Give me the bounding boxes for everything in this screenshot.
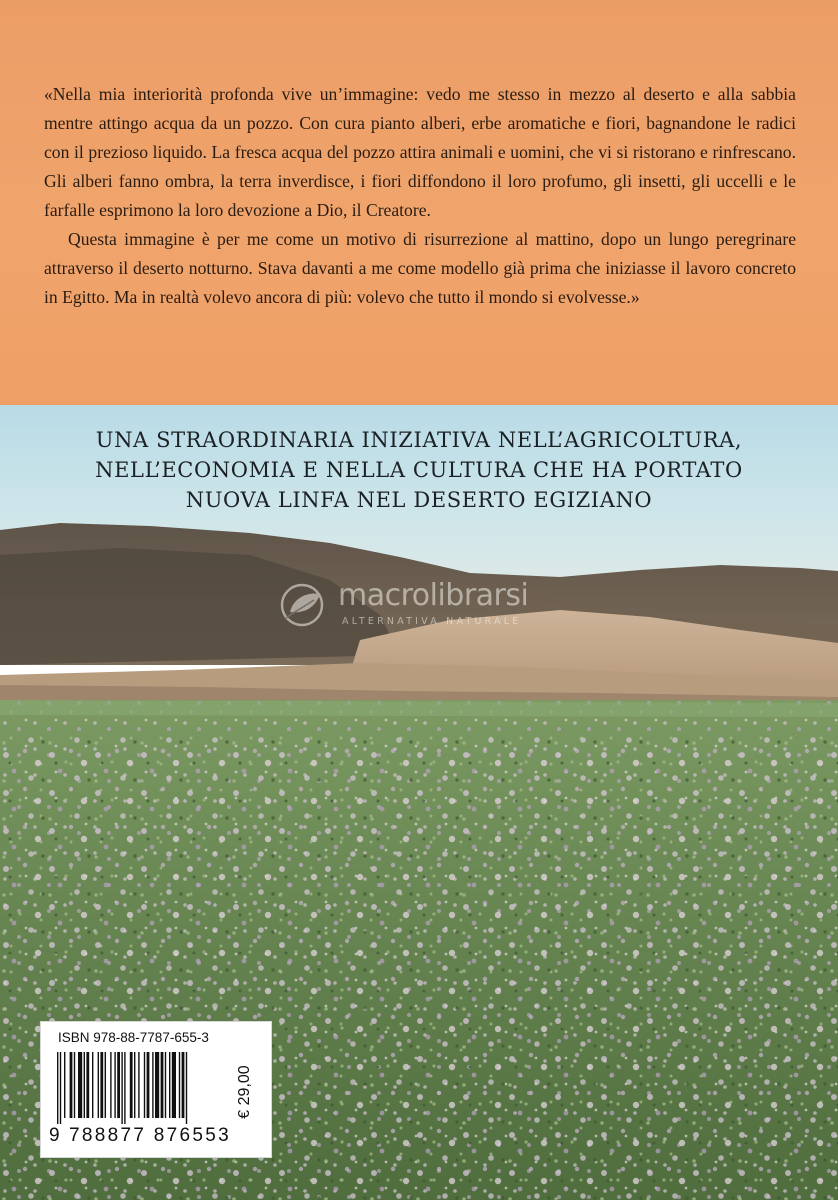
barcode-bar	[152, 1052, 153, 1118]
barcode-bar	[121, 1052, 122, 1124]
barcode-box	[40, 1021, 272, 1158]
barcode-bar	[92, 1052, 93, 1118]
barcode-bar	[100, 1052, 103, 1118]
quote-text	[44, 80, 796, 312]
quote-paragraph-1: «Nella mia interiorità profonda vive un’immagine: vedo me stesso in mezzo al deserto e alla sabbia mentre attingo acqua da un pozzo. Con cura pianto alberi, erbe aromatiche e fiori, bagnandone le radici con il prezioso liquido. La fresca acqua del pozzo attira animali e uomini, che vi si ristorano e rinfrescano. Gli alberi fanno ombra, la terra inverdisce, i fiori diffondono il loro profumo, gli insetti, gli uccelli e le farfalle esprimono la loro devozione a Dio, il Creatore.	[44, 84, 796, 220]
barcode-bar	[134, 1052, 135, 1118]
barcode-bar	[161, 1052, 164, 1118]
barcode-bar	[57, 1052, 58, 1124]
barcode-bar	[114, 1052, 115, 1118]
barcode-bar	[105, 1052, 106, 1118]
quote-paragraph-2: Questa immagine è per me come un motivo di risurrezione al mattino, dopo un lungo peregrinare attraverso il deserto notturno. Stava davanti a me come modello già prima che iniziasse il lavoro concreto in Egitto. Ma in realtà volevo ancora di più: volevo che tutto il mondo si evolvesse.»	[44, 229, 796, 307]
leaf-logo-icon	[272, 582, 332, 628]
barcode-bar	[182, 1052, 185, 1118]
barcode-bars	[55, 1052, 235, 1124]
headline	[0, 425, 838, 515]
barcode-bar	[117, 1052, 120, 1118]
barcode-bar	[78, 1052, 82, 1118]
barcode-bar	[186, 1052, 187, 1124]
barcode-bar	[86, 1052, 89, 1118]
headline-line-3: NUOVA LINFA NEL DESERTO EGIZIANO	[185, 488, 653, 512]
watermark-name: macrolibrarsi	[338, 578, 529, 613]
ean-number: 788877 876553	[69, 1125, 231, 1146]
barcode-bar	[124, 1052, 125, 1124]
barcode-bar	[70, 1052, 73, 1118]
barcode-bar	[130, 1052, 133, 1118]
barcode-bar	[169, 1052, 170, 1118]
barcode-bar	[60, 1052, 61, 1124]
barcode-bar	[165, 1052, 166, 1118]
barcode-bar	[64, 1052, 65, 1118]
barcode-bar	[144, 1052, 145, 1118]
barcode-bar	[147, 1052, 150, 1118]
headline-line-2: NELL’ECONOMIA E NELLA CULTURA CHE HA PORTATO	[95, 458, 743, 482]
barcode-bar	[98, 1052, 99, 1118]
barcode-bar	[138, 1052, 139, 1118]
ean-first-digit: 9	[49, 1125, 61, 1146]
watermark	[272, 576, 582, 636]
headline-line-1: UNA STRAORDINARIA INIZIATIVA NELL’AGRICOLTURA,	[95, 428, 743, 452]
barcode-bar	[84, 1052, 85, 1118]
barcode-bar	[74, 1052, 75, 1118]
isbn-label: ISBN 978-88-7787-655-3	[58, 1030, 209, 1045]
barcode-bar	[172, 1052, 176, 1118]
watermark-tagline: ALTERNATIVA NATURALE	[342, 616, 522, 627]
barcode-bar	[179, 1052, 180, 1118]
barcode-bar	[110, 1052, 111, 1118]
price-label: € 29,00	[236, 1065, 253, 1119]
barcode-bar	[155, 1052, 159, 1118]
